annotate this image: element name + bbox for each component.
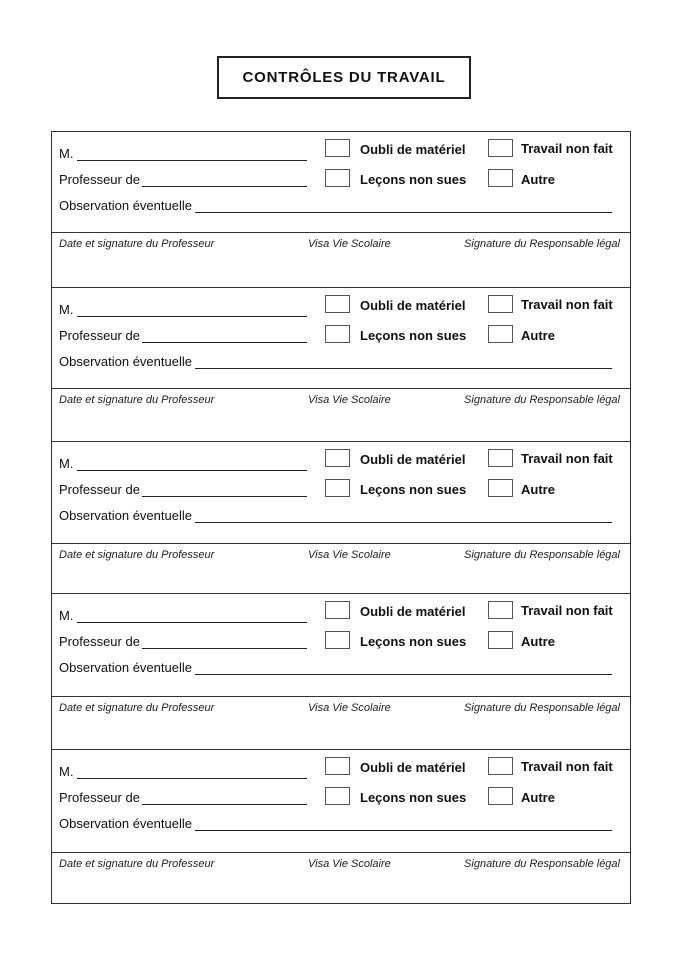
teacher-signature-label: Date et signature du Professeur <box>59 702 215 714</box>
teacher-label: Professeur de <box>59 790 140 805</box>
school-life-visa-label: Visa Vie Scolaire <box>308 394 391 406</box>
teacher-signature-label: Date et signature du Professeur <box>59 858 215 870</box>
guardian-signature-label: Signature du Responsable légal <box>464 549 620 561</box>
signature-row <box>52 543 630 594</box>
teacher-signature-label: Date et signature du Professeur <box>59 549 215 561</box>
observation-label: Observation éventuelle <box>59 354 192 369</box>
teacher-field[interactable] <box>142 186 307 187</box>
lessons-not-learned-label: Leçons non sues <box>360 634 467 649</box>
guardian-signature-label: Signature du Responsable légal <box>464 858 620 870</box>
name-field[interactable] <box>77 470 307 471</box>
title-box <box>217 56 471 99</box>
other-checkbox[interactable] <box>488 479 513 497</box>
forgot-material-checkbox[interactable] <box>325 449 350 467</box>
signature-row <box>52 388 630 442</box>
name-label: M. <box>59 146 74 161</box>
name-field[interactable] <box>77 622 307 623</box>
other-label: Autre <box>521 328 555 343</box>
observation-label: Observation éventuelle <box>59 508 192 523</box>
forgot-material-label: Oubli de matériel <box>360 760 466 775</box>
page-title: CONTRÔLES DU TRAVAIL <box>242 69 446 86</box>
other-checkbox[interactable] <box>488 325 513 343</box>
teacher-signature-label: Date et signature du Professeur <box>59 394 215 406</box>
work-not-done-checkbox[interactable] <box>488 139 513 157</box>
name-label: M. <box>59 456 74 471</box>
forgot-material-label: Oubli de matériel <box>360 452 466 467</box>
forgot-material-checkbox[interactable] <box>325 139 350 157</box>
work-not-done-checkbox[interactable] <box>488 757 513 775</box>
forgot-material-label: Oubli de matériel <box>360 142 466 157</box>
other-label: Autre <box>521 482 555 497</box>
other-label: Autre <box>521 172 555 187</box>
control-block-4 <box>52 593 630 750</box>
observation-label: Observation éventuelle <box>59 816 192 831</box>
observation-label: Observation éventuelle <box>59 198 192 213</box>
forgot-material-label: Oubli de matériel <box>360 604 466 619</box>
forgot-material-checkbox[interactable] <box>325 757 350 775</box>
teacher-label: Professeur de <box>59 634 140 649</box>
lessons-not-learned-checkbox[interactable] <box>325 325 350 343</box>
school-life-visa-label: Visa Vie Scolaire <box>308 549 391 561</box>
signature-row <box>52 696 630 750</box>
work-not-done-label: Travail non fait <box>521 759 613 774</box>
work-not-done-label: Travail non fait <box>521 603 613 618</box>
lessons-not-learned-checkbox[interactable] <box>325 169 350 187</box>
observation-field[interactable] <box>195 212 612 213</box>
name-field[interactable] <box>77 316 307 317</box>
observation-field[interactable] <box>195 522 612 523</box>
work-not-done-label: Travail non fait <box>521 297 613 312</box>
teacher-field[interactable] <box>142 496 307 497</box>
lessons-not-learned-checkbox[interactable] <box>325 631 350 649</box>
control-block-1 <box>52 132 630 287</box>
forgot-material-checkbox[interactable] <box>325 295 350 313</box>
lessons-not-learned-label: Leçons non sues <box>360 172 467 187</box>
other-label: Autre <box>521 790 555 805</box>
teacher-label: Professeur de <box>59 172 140 187</box>
teacher-field[interactable] <box>142 342 307 343</box>
name-label: M. <box>59 302 74 317</box>
name-label: M. <box>59 608 74 623</box>
guardian-signature-label: Signature du Responsable légal <box>464 238 620 250</box>
signature-row <box>52 852 630 904</box>
forgot-material-label: Oubli de matériel <box>360 298 466 313</box>
control-block-2 <box>52 287 630 442</box>
guardian-signature-label: Signature du Responsable légal <box>464 394 620 406</box>
teacher-signature-label: Date et signature du Professeur <box>59 238 215 250</box>
teacher-field[interactable] <box>142 648 307 649</box>
school-life-visa-label: Visa Vie Scolaire <box>308 702 391 714</box>
control-block-5 <box>52 749 630 904</box>
lessons-not-learned-label: Leçons non sues <box>360 328 467 343</box>
guardian-signature-label: Signature du Responsable légal <box>464 702 620 714</box>
lessons-not-learned-label: Leçons non sues <box>360 790 467 805</box>
observation-field[interactable] <box>195 830 612 831</box>
name-field[interactable] <box>77 778 307 779</box>
work-not-done-checkbox[interactable] <box>488 449 513 467</box>
forgot-material-checkbox[interactable] <box>325 601 350 619</box>
other-label: Autre <box>521 634 555 649</box>
control-block-3 <box>52 441 630 594</box>
other-checkbox[interactable] <box>488 787 513 805</box>
teacher-label: Professeur de <box>59 328 140 343</box>
work-not-done-checkbox[interactable] <box>488 601 513 619</box>
school-life-visa-label: Visa Vie Scolaire <box>308 238 391 250</box>
school-life-visa-label: Visa Vie Scolaire <box>308 858 391 870</box>
lessons-not-learned-checkbox[interactable] <box>325 479 350 497</box>
observation-field[interactable] <box>195 674 612 675</box>
lessons-not-learned-label: Leçons non sues <box>360 482 467 497</box>
work-not-done-checkbox[interactable] <box>488 295 513 313</box>
lessons-not-learned-checkbox[interactable] <box>325 787 350 805</box>
work-not-done-label: Travail non fait <box>521 141 613 156</box>
name-label: M. <box>59 764 74 779</box>
observation-label: Observation éventuelle <box>59 660 192 675</box>
other-checkbox[interactable] <box>488 169 513 187</box>
signature-row <box>52 232 630 287</box>
work-not-done-label: Travail non fait <box>521 451 613 466</box>
name-field[interactable] <box>77 160 307 161</box>
teacher-field[interactable] <box>142 804 307 805</box>
form-container <box>51 131 631 904</box>
other-checkbox[interactable] <box>488 631 513 649</box>
observation-field[interactable] <box>195 368 612 369</box>
teacher-label: Professeur de <box>59 482 140 497</box>
